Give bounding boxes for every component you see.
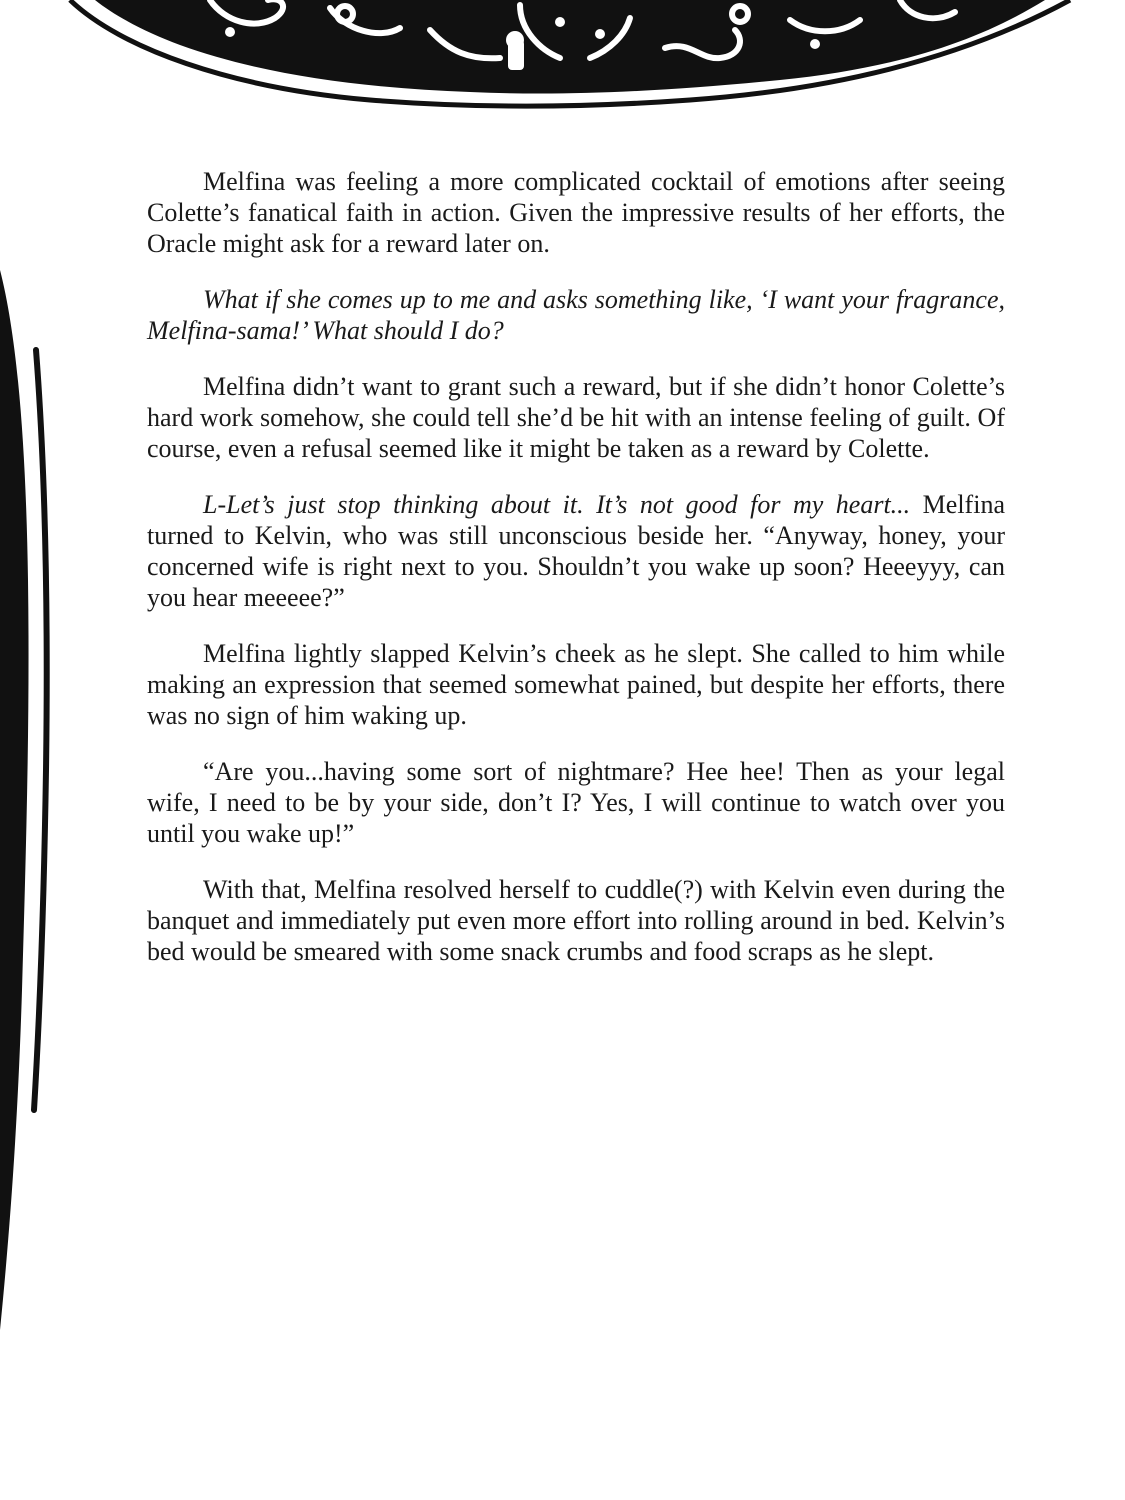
inner-thought: L-Let’s just stop thinking about it. It’s not good for my heart...: [203, 490, 911, 519]
paragraph-2-thought: What if she comes up to me and asks something like, ‘I want your fragrance, Melfina-sama!’ What should I do?: [147, 285, 1005, 345]
story-text: [147, 166, 1005, 992]
paragraph-6-dialogue: “Are you...having some sort of nightmare? Hee hee! Then as your legal wife, I need to be by your side, don’t I? Yes, I will continue to watch over you until you wake up!”: [147, 757, 1005, 848]
paragraph-7: With that, Melfina resolved herself to cuddle(?) with Kelvin even during the banquet and immediately put even more effort into rolling around in bed. Kelvin’s bed would be smeared with some snack crumbs and food scraps as he slept.: [147, 875, 1005, 966]
filigree-border-icon: [0, 0, 1125, 110]
paragraph-5: Melfina lightly slapped Kelvin’s cheek as he slept. She called to him while making an expression that seemed somewhat pained, but despite her efforts, there was no sign of him waking up.: [147, 639, 1005, 730]
paragraph-1: Melfina was feeling a more complicated cocktail of emotions after seeing Colette’s fanatical faith in action. Given the impressive results of her efforts, the Oracle might ask for a reward later on.: [147, 167, 1005, 258]
paragraph-4: L-Let’s just stop thinking about it. It’s not good for my heart... Melfina turned to Kelvin, who was still unconscious beside her. “Anyway, honey, your concerned wife is right next to you. Shouldn’t you wake up soon? Heeeyyy, can you hear meeeee?”: [147, 490, 1005, 612]
paragraph-3: Melfina didn’t want to grant such a reward, but if she didn’t honor Colette’s hard work somehow, she could tell she’d be hit with an intense feeling of guilt. Of course, even a refusal seemed like it might be taken as a reward by Colette.: [147, 372, 1005, 463]
frame-border-icon: [0, 250, 60, 1330]
